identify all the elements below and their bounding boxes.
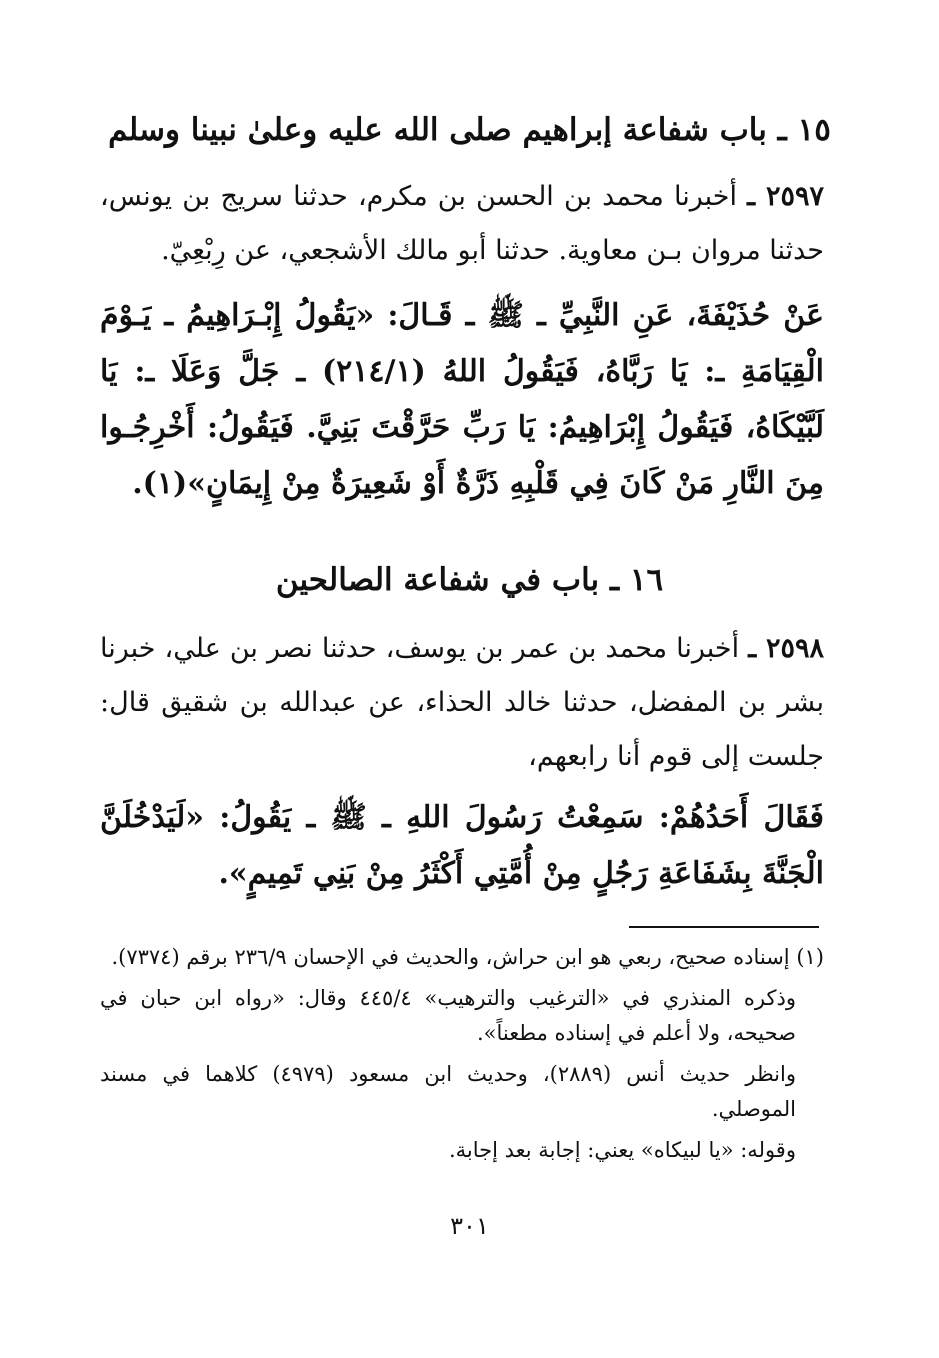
hadith-2597-isnad [100, 170, 824, 278]
footnote-item: وقوله: «يا لبيكاه» يعني: إجابة بعد إجابة. [448, 1138, 796, 1162]
isnad-text: أخبرنا محمد بن عمر بن يوسف، حدثنا نصر بن علي، خبرنا بشر بن المفضل، حدثنا خالد الحذاء، عن عبدالله بن شقيق قال: جلست إلى قوم أنا رابعهم، [100, 633, 824, 772]
footnote-item: (١) إسناده صحيح، ربعي هو ابن حراش، والحديث في الإحسان ٢٣٦/٩ برقم (٧٣٧٤). [111, 945, 824, 969]
footnote-divider [629, 926, 819, 928]
page-number: ٣٠١ [450, 1212, 489, 1240]
chapter-15-heading: ١٥ ـ باب شفاعة إبراهيم صلى الله عليه وعلىٰ نبينا وسلم [108, 112, 831, 148]
hadith-number: ٢٥٩٨ ـ [748, 633, 824, 664]
hadith-2598-matn: فَقَالَ أَحَدُهُمْ: سَمِعْتُ رَسُولَ اللهِ ـ ﷺ ـ يَقُولُ: «لَيَدْخُلَنَّ الْجَنَّةَ بِشَفَاعَةِ رَجُلٍ مِنْ أُمَّتِي أَكْثَرُ مِنْ بَنِي تَمِيمٍ». [100, 800, 824, 891]
isnad-text: أخبرنا محمد بن الحسن بن مكرم، حدثنا سريج بن يونس، حدثنا مروان بـن معاوية. حدثنا أبو مالك الأشجعي، عن رِبْعِيّ. [100, 181, 824, 266]
footnotes [100, 940, 824, 1174]
hadith-2598-isnad [100, 622, 824, 784]
footnote-item: وانظر حديث أنس (٢٨٨٩)، وحديث ابن مسعود (٤٩٧٩) كلاهما في مسند الموصلي. [100, 1062, 796, 1121]
hadith-number: ٢٥٩٧ ـ [747, 181, 824, 212]
footnote-item: وذكره المنذري في «الترغيب والترهيب» ٤٤٥/٤ وقال: «رواه ابن حبان في صحيحه، ولا أعلم في إسناده مطعناً». [100, 986, 796, 1045]
chapter-16-heading: ١٦ ـ باب في شفاعة الصالحين [275, 562, 664, 598]
hadith-2597-matn: عَنْ حُذَيْفَةَ، عَنِ النَّبِيِّ ـ ﷺ ـ قَـالَ: «يَقُولُ إِبْـرَاهِيمُ ـ يَـوْمَ الْقِيَامَةِ ـ: يَا رَبَّاهُ، فَيَقُولُ اللهُ (٢١٤/١) ـ جَلَّ وَعَلَا ـ: يَا لَبَّيْكَاهُ، فَيَقُولُ إِبْرَاهِيمُ: يَا رَبِّ حَرَّقْتَ بَنِيَّ. فَيَقُولُ: أَخْرِجُـوا مِنَ النَّارِ مَنْ كَانَ فِي قَلْبِهِ ذَرَّةٌ أَوْ شَعِيرَةٌ مِنْ إِيمَانٍ»(١). [100, 298, 824, 501]
